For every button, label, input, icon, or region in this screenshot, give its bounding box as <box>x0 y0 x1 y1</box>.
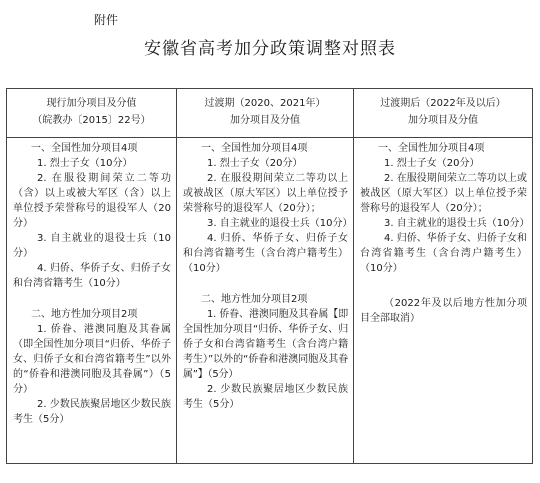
header-line: 加分项目及分值 <box>230 115 300 126</box>
header-transition <box>177 89 354 138</box>
table-body-row <box>7 138 533 464</box>
policy-comparison-table <box>6 88 533 464</box>
current-policy-cell <box>7 138 177 464</box>
list-item: 3. 自主就业的退役士兵（10分） <box>384 218 530 229</box>
transition-policy-cell <box>177 138 354 464</box>
list-item: 1. 侨眷、港澳同胞及其眷属（即全国性加分项目“归侨、华侨子女、归侨子女和台湾省籍考生”以外的“侨眷和港澳同胞及其眷属”）（5分） <box>13 324 171 395</box>
list-item: 1. 烈士子女（20分） <box>207 158 303 169</box>
list-item: 3. 自主就业的退役士兵（10分） <box>207 218 353 229</box>
national-heading: 一、全国性加分项目4项 <box>31 143 138 154</box>
local-cancelled-note: （2022年及以后地方性加分项目全部取消） <box>360 298 527 324</box>
header-line: 过渡期后（2022年及以后） <box>380 98 506 109</box>
header-post-transition <box>354 89 533 138</box>
list-item: 2. 在服役期间荣立二等功（含）以上或被大军区（含）以上单位授予荣誉称号的退役军人（20分） <box>13 173 171 229</box>
list-item: 1. 烈士子女（10分） <box>37 158 133 169</box>
local-heading: 二、地方性加分项目2项 <box>201 294 308 305</box>
header-line: 过渡期（2020、2021年） <box>204 98 326 109</box>
list-item: 2. 在服役期间荣立二等功以上或被战区（原大军区）以上单位授予荣誉称号的退役军人（20分）； <box>183 173 348 214</box>
list-item: 4. 归侨、华侨子女、归侨子女和台湾省籍考生（含台湾户籍考生）（10分） <box>183 233 348 274</box>
header-current <box>7 89 177 138</box>
header-line: 现行加分项目及分值 <box>46 98 137 109</box>
list-item: 1. 烈士子女（20分） <box>384 158 480 169</box>
table-header-row <box>7 89 533 138</box>
header-line: （皖教办〔2015〕22号） <box>32 115 151 126</box>
list-item: 2. 少数民族聚居地区少数民族考生（5分） <box>13 399 171 425</box>
local-heading: 二、地方性加分项目2项 <box>31 309 138 320</box>
list-item: 2. 少数民族聚居地区少数民族考生（5分） <box>183 384 348 410</box>
national-heading: 一、全国性加分项目4项 <box>201 143 308 154</box>
national-heading: 一、全国性加分项目4项 <box>378 143 485 154</box>
header-line: 加分项目及分值 <box>408 115 478 126</box>
list-item: 3. 自主就业的退役士兵（10分） <box>13 233 171 259</box>
list-item: 2. 在服役期间荣立二等功以上或被战区（原大军区）以上单位授予荣誉称号的退役军人（20分）； <box>360 173 527 214</box>
page-title: 安徽省高考加分政策调整对照表 <box>144 39 396 59</box>
list-item: 1. 侨眷、港澳同胞及其眷属【即全国性加分项目“归侨、华侨子女、归侨子女和台湾省籍考生（含台湾户籍考生）”以外的“侨眷和港澳同胞及其眷属”】（5分） <box>183 309 348 380</box>
list-item: 4. 归侨、华侨子女、归侨子女和台湾省籍考生（含台湾户籍考生）（10分） <box>360 233 527 274</box>
post-transition-policy-cell <box>354 138 533 464</box>
list-item: 4. 归侨、华侨子女、归侨子女和台湾省籍考生（10分） <box>13 263 171 289</box>
attachment-label: 附件 <box>94 13 119 27</box>
